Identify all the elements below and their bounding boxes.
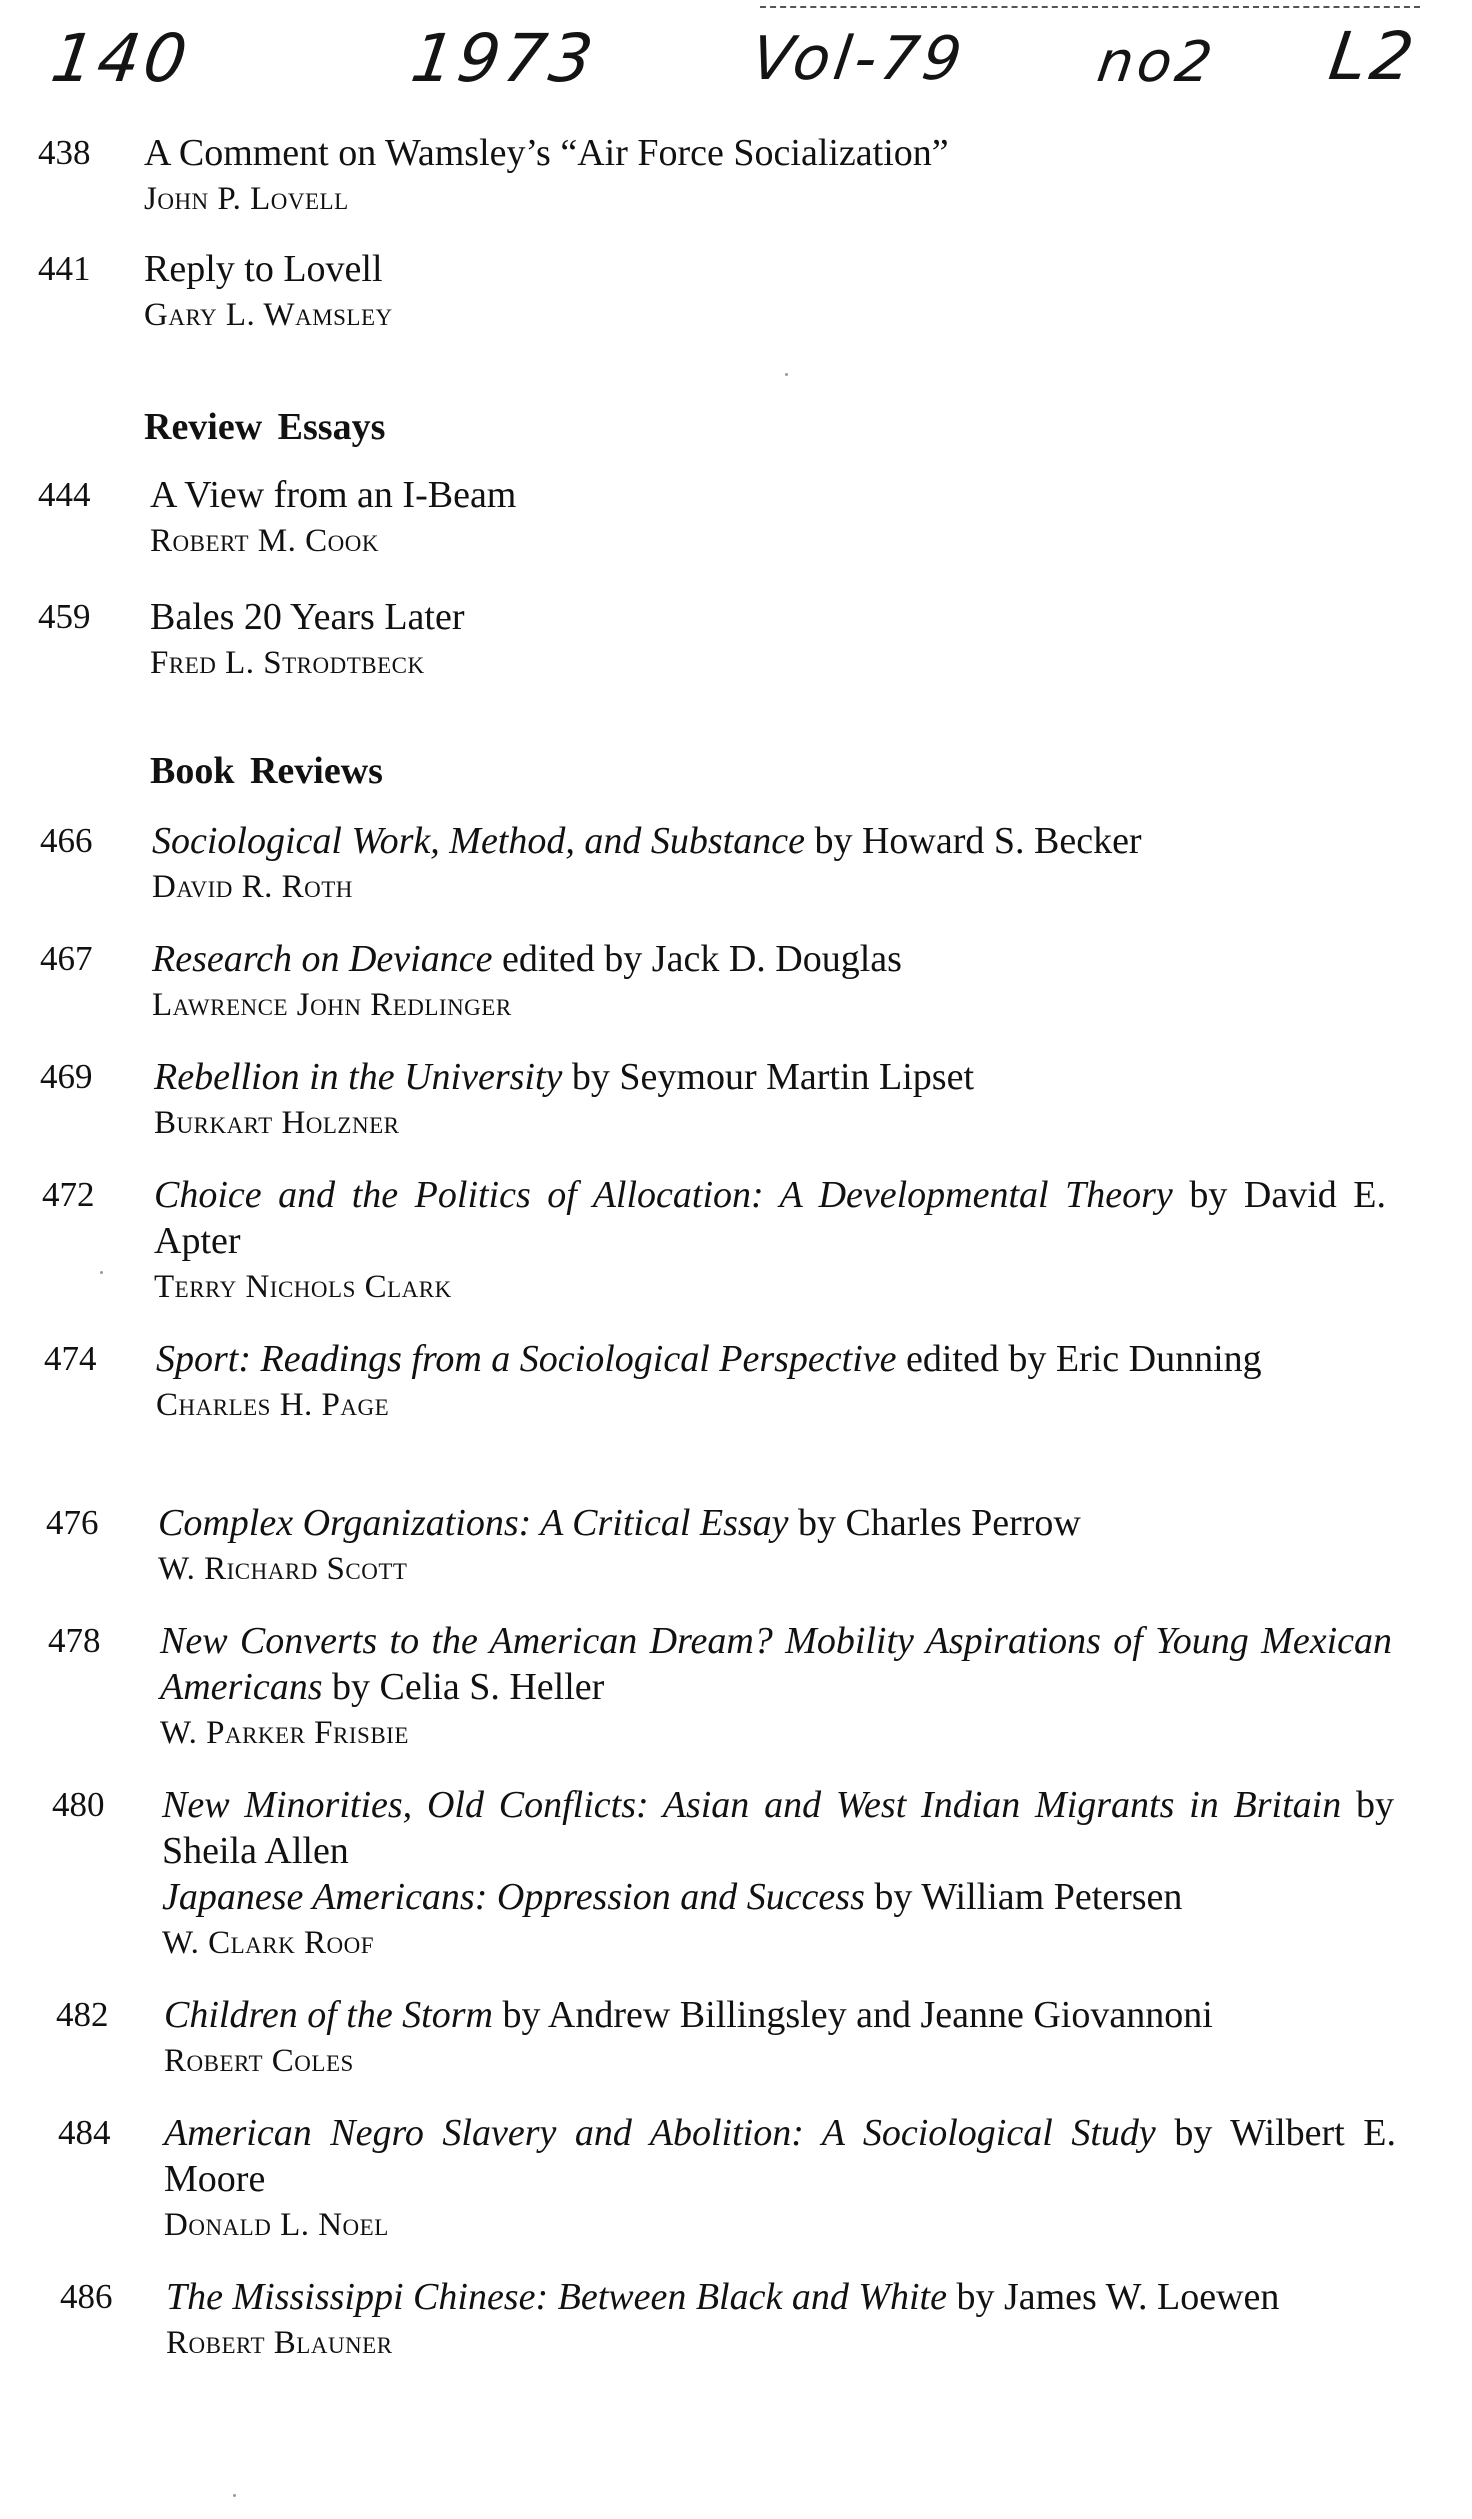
top-edge-rule (760, 6, 1420, 8)
page-number: 478 (48, 1621, 101, 1660)
reviewer-name: W. Richard Scott (158, 1551, 408, 1587)
book-credit: by Wilbert E. Moore (164, 2112, 1396, 2200)
page-number: 480 (52, 1785, 105, 1824)
reviewer-name: Donald L. Noel (164, 2207, 389, 2243)
handwritten-issue: no2 (1093, 30, 1220, 95)
book-credit: by Charles Perrow (788, 1502, 1081, 1544)
handwritten-volume: Vol-79 (747, 24, 970, 94)
author-name: Gary L. Wamsley (144, 297, 393, 333)
reviewer-name: W. Parker Frisbie (160, 1715, 409, 1751)
scan-speck (100, 1271, 103, 1274)
handwritten-annotation (0, 0, 1472, 130)
book-credit-second: by William Petersen (864, 1876, 1183, 1918)
handwritten-number: 140 (46, 20, 196, 97)
page-number: 474 (44, 1339, 97, 1378)
scan-speck (785, 373, 788, 376)
book-title: Complex Organizations: A Critical Essay (158, 1502, 789, 1544)
handwritten-year: 1973 (406, 20, 602, 97)
reviewer-name: Terry Nichols Clark (154, 1269, 452, 1305)
book-title: New Minorities, Old Conflicts: Asian and West Indian Migrants in Britain (162, 1784, 1342, 1826)
book-title: New Converts to the American Dream? Mobility Aspirations of Young Mexican Americans (160, 1620, 1392, 1708)
article-title: Reply to Lovell (144, 248, 383, 290)
book-title: The Mississippi Chinese: Between Black and White (166, 2276, 947, 2318)
reviewer-name: David R. Roth (152, 869, 353, 905)
book-title: Choice and the Politics of Allocation: A Developmental Theory (154, 1174, 1173, 1216)
book-credit: by David E. Apter (154, 1174, 1387, 1262)
reviewer-name: Lawrence John Redlinger (152, 987, 512, 1023)
book-credit: by Howard S. Becker (804, 820, 1142, 862)
book-title: American Negro Slavery and Abolition: A Sociological Study (164, 2112, 1156, 2154)
page-number: 441 (38, 249, 91, 288)
scan-speck (233, 2494, 236, 2497)
book-title: Research on Deviance (152, 938, 493, 980)
book-credit: by Celia S. Heller (322, 1666, 605, 1708)
book-title: Sociological Work, Method, and Substance (152, 820, 805, 862)
book-credit: by Andrew Billingsley and Jeanne Giovannoni (492, 1994, 1213, 2036)
page-number: 486 (60, 2277, 113, 2316)
handwritten-mark: L2 (1324, 18, 1423, 95)
section-heading-book-reviews: Book Reviews (150, 750, 383, 792)
page-number: 482 (56, 1995, 109, 2034)
book-credit: edited by Jack D. Douglas (492, 938, 902, 980)
page-number: 444 (38, 475, 91, 514)
reviewer-name: W. Clark Roof (162, 1925, 375, 1961)
reviewer-name: Robert Coles (164, 2043, 354, 2079)
book-credit: by James W. Loewen (946, 2276, 1280, 2318)
author-name: John P. Lovell (144, 181, 349, 217)
article-title: A View from an I-Beam (150, 474, 517, 516)
section-heading-review-essays: Review Essays (144, 406, 386, 448)
page-number: 484 (58, 2113, 111, 2152)
page-number: 469 (40, 1057, 93, 1096)
book-title-second: Japanese Americans: Oppression and Success (162, 1876, 865, 1918)
reviewer-name: Burkart Holzner (154, 1105, 400, 1141)
page-number: 459 (38, 597, 91, 636)
page-number: 476 (46, 1503, 99, 1542)
book-title: Sport: Readings from a Sociological Perspective (156, 1338, 897, 1380)
page-number: 438 (38, 133, 91, 172)
author-name: Fred L. Strodtbeck (150, 645, 425, 681)
book-credit: by Sheila Allen (162, 1784, 1395, 1872)
article-title: A Comment on Wamsley’s “Air Force Socialization” (144, 132, 949, 174)
article-title: Bales 20 Years Later (150, 596, 465, 638)
reviewer-name: Charles H. Page (156, 1387, 390, 1423)
page-number: 467 (40, 939, 93, 978)
book-title: Children of the Storm (164, 1994, 493, 2036)
book-credit: by Seymour Martin Lipset (562, 1056, 975, 1098)
reviewer-name: Robert Blauner (166, 2325, 393, 2361)
book-credit: edited by Eric Dunning (896, 1338, 1262, 1380)
author-name: Robert M. Cook (150, 523, 379, 559)
page-number: 466 (40, 821, 93, 860)
book-title: Rebellion in the University (154, 1056, 563, 1098)
page-number: 472 (42, 1175, 95, 1214)
